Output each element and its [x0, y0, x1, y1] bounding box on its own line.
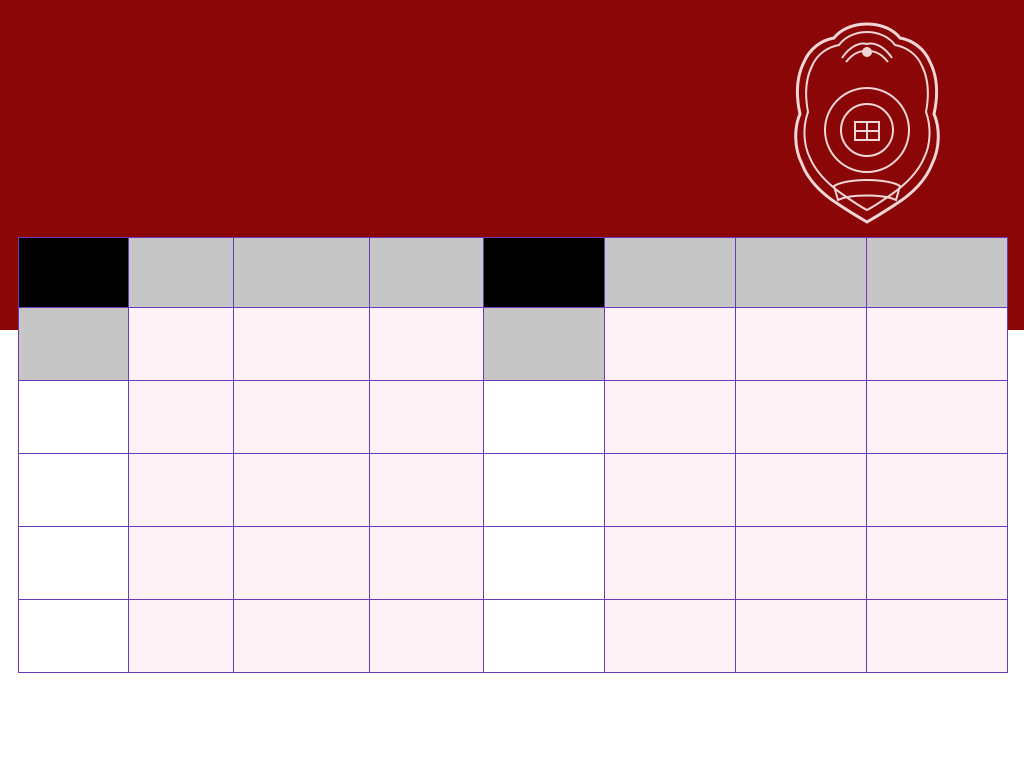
area-ii-month-cell	[484, 381, 605, 454]
area-i-pills-cell	[234, 381, 370, 454]
empty-cell	[867, 308, 1008, 381]
area-i-powder-header	[370, 238, 484, 308]
area-i-arrests-cell	[129, 381, 234, 454]
area-ii-arrests-cell	[605, 527, 736, 600]
area-i-powder-cell	[370, 381, 484, 454]
area-i-month-cell	[19, 381, 129, 454]
area-ii-arrests-cell	[605, 600, 736, 673]
empty-cell	[129, 308, 234, 381]
table-row-april	[19, 600, 1008, 673]
empty-cell	[234, 308, 370, 381]
table-header-row	[19, 238, 1008, 308]
area-i-pills-cell	[234, 454, 370, 527]
area-ii-powder-cell	[867, 381, 1008, 454]
area-ii-header	[484, 238, 605, 308]
area-ii-month-cell	[484, 600, 605, 673]
area-ii-pills-header	[736, 238, 867, 308]
fentanyl-stats-table	[18, 237, 1008, 673]
empty-cell	[736, 308, 867, 381]
area-i-powder-cell	[370, 527, 484, 600]
area-i-arrests-cell	[129, 527, 234, 600]
area-ii-arrests-header	[605, 238, 736, 308]
area-ii-pills-cell	[736, 454, 867, 527]
area-i-month-cell	[19, 600, 129, 673]
area-ii-powder-cell	[867, 454, 1008, 527]
area-i-pills-header	[234, 238, 370, 308]
area-ii-pills-cell	[736, 381, 867, 454]
area-ii-pills-cell	[736, 600, 867, 673]
table-row-march	[19, 527, 1008, 600]
area-ii-pills-cell	[736, 527, 867, 600]
month-header-row	[19, 308, 1008, 381]
area-i-arrests-header	[129, 238, 234, 308]
area-i-powder-cell	[370, 600, 484, 673]
area-ii-powder-cell	[867, 600, 1008, 673]
area-ii-powder-cell	[867, 527, 1008, 600]
area-ii-powder-header	[867, 238, 1008, 308]
area-i-month-cell	[19, 454, 129, 527]
area-i-header	[19, 238, 129, 308]
empty-cell	[370, 308, 484, 381]
area-i-pills-cell	[234, 600, 370, 673]
table-row-january	[19, 381, 1008, 454]
area-i-pills-cell	[234, 527, 370, 600]
area-ii-month-cell	[484, 527, 605, 600]
area-i-arrests-cell	[129, 454, 234, 527]
area-i-arrests-cell	[129, 600, 234, 673]
empty-cell	[605, 308, 736, 381]
table-row-february	[19, 454, 1008, 527]
area-i-month-header	[19, 308, 129, 381]
area-i-powder-cell	[370, 454, 484, 527]
area-ii-arrests-cell	[605, 454, 736, 527]
area-i-month-cell	[19, 527, 129, 600]
area-ii-arrests-cell	[605, 381, 736, 454]
area-ii-month-header	[484, 308, 605, 381]
area-ii-month-cell	[484, 454, 605, 527]
police-badge-icon	[792, 18, 942, 226]
